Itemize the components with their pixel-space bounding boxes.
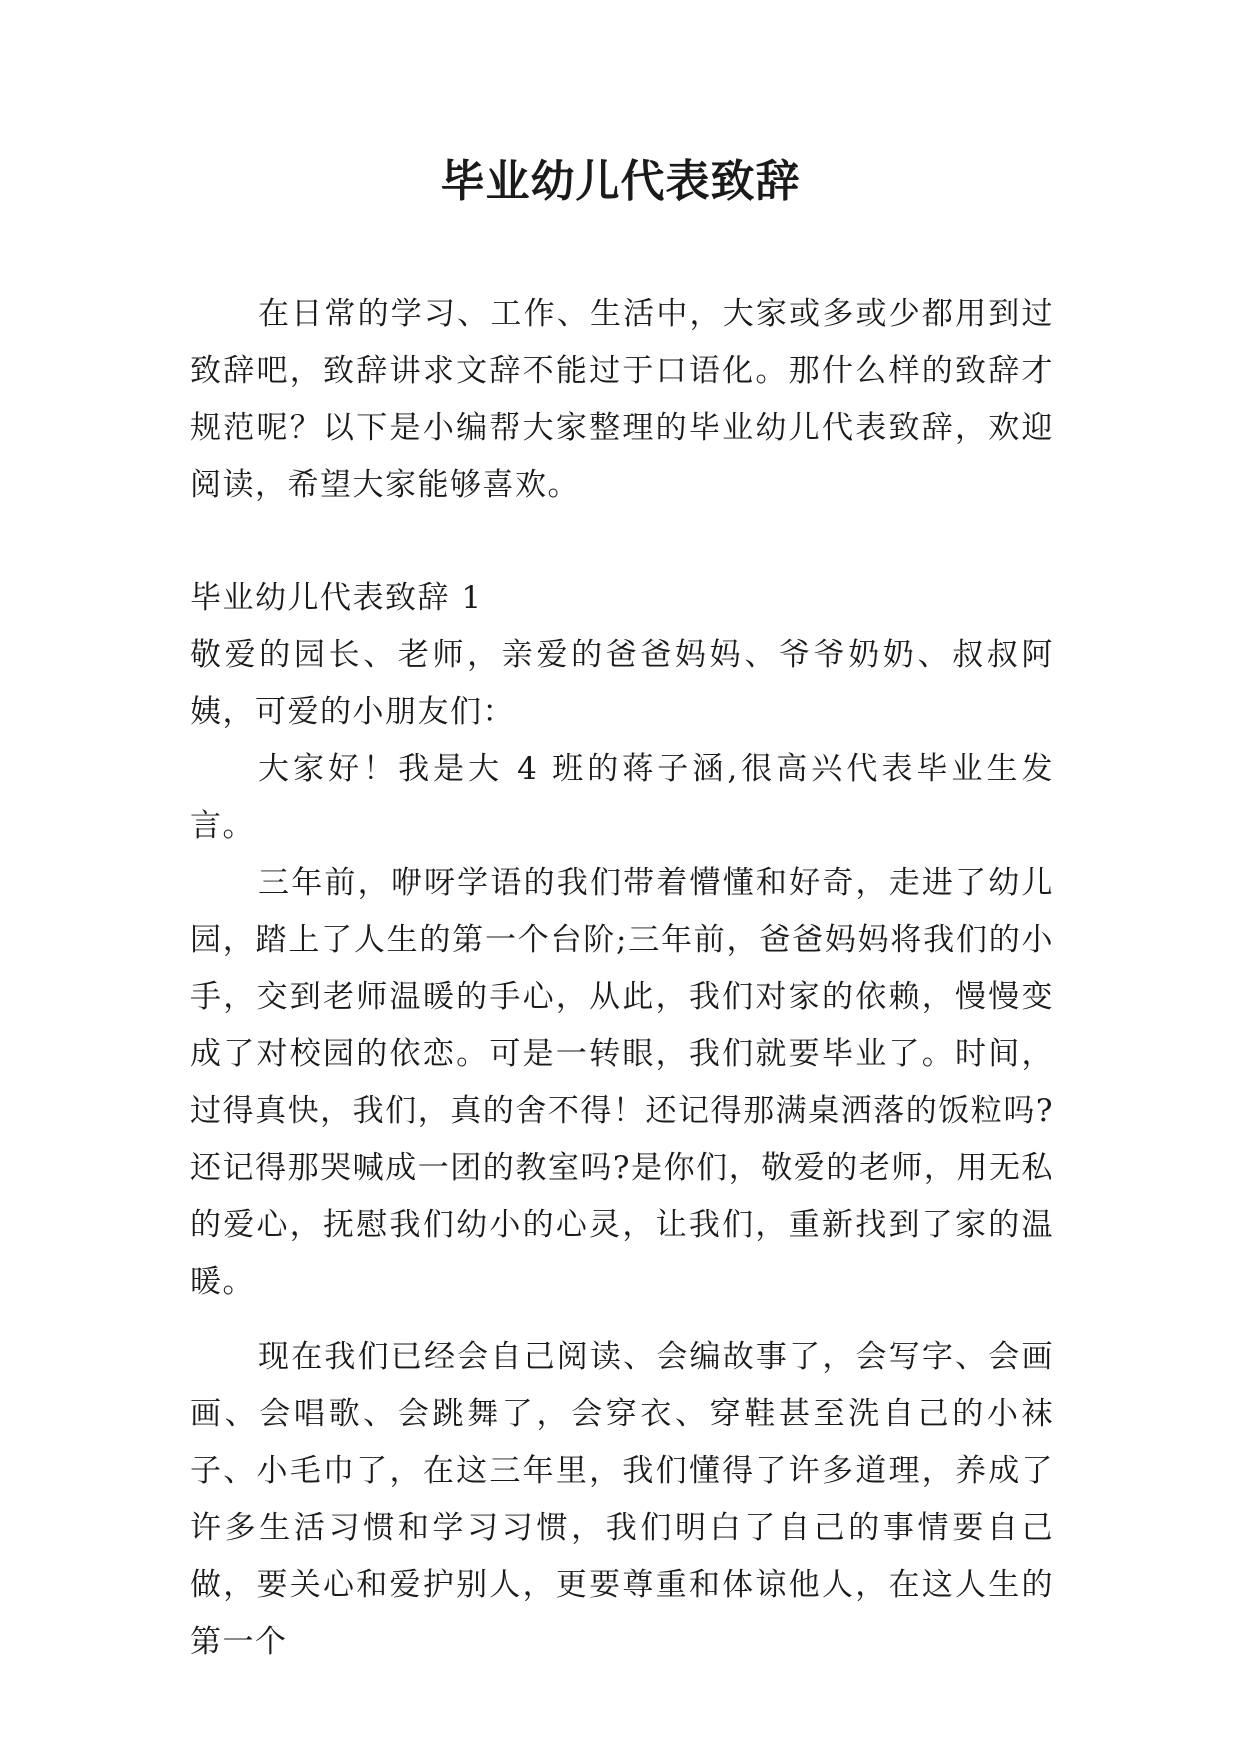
- salutation-paragraph: 敬爱的园长、老师，亲爱的爸爸妈妈、爷爷奶奶、叔叔阿姨，可爱的小朋友们：: [190, 637, 1054, 730]
- body-paragraph-memories: 三年前，咿呀学语的我们带着懵懂和好奇，走进了幼儿园，踏上了人生的第一个台阶;三年前，爸爸妈妈将我们的小手，交到老师温暖的手心，从此，我们对家的依赖，慢慢变成了对校园的依恋。可是一转眼，我们就要毕业了。时间，过得真快，我们，真的舍不得！还记得那满桌洒落的饭粒吗?还记得那哭喊成一团的教室吗?是你们，敬爱的老师，用无私的爱心，抚慰我们幼小的心灵，让我们，重新找到了家的温暖。: [190, 865, 1054, 1300]
- document-title: 毕业幼儿代表致辞: [440, 156, 801, 207]
- section-heading: 毕业幼儿代表致辞 1: [190, 580, 483, 616]
- document-body: [190, 286, 1054, 1671]
- intro-paragraph: 在日常的学习、工作、生活中，大家或多或少都用到过致辞吧，致辞讲求文辞不能过于口语化。那什么样的致辞才规范呢？以下是小编帮大家整理的毕业幼儿代表致辞，欢迎阅读，希望大家能够喜欢。: [190, 296, 1054, 503]
- body-paragraph-growth: 现在我们已经会自己阅读、会编故事了，会写字、会画画、会唱歌、会跳舞了，会穿衣、穿鞋甚至洗自己的小袜子、小毛巾了，在这三年里，我们懂得了许多道理，养成了许多生活习惯和学习习惯，我们明白了自己的事情要自己做，要关心和爱护别人，更要尊重和体谅他人，在这人生的第一个: [190, 1339, 1054, 1660]
- body-paragraph-greeting: 大家好！我是大 4 班的蒋子涵,很高兴代表毕业生发言。: [190, 751, 1054, 844]
